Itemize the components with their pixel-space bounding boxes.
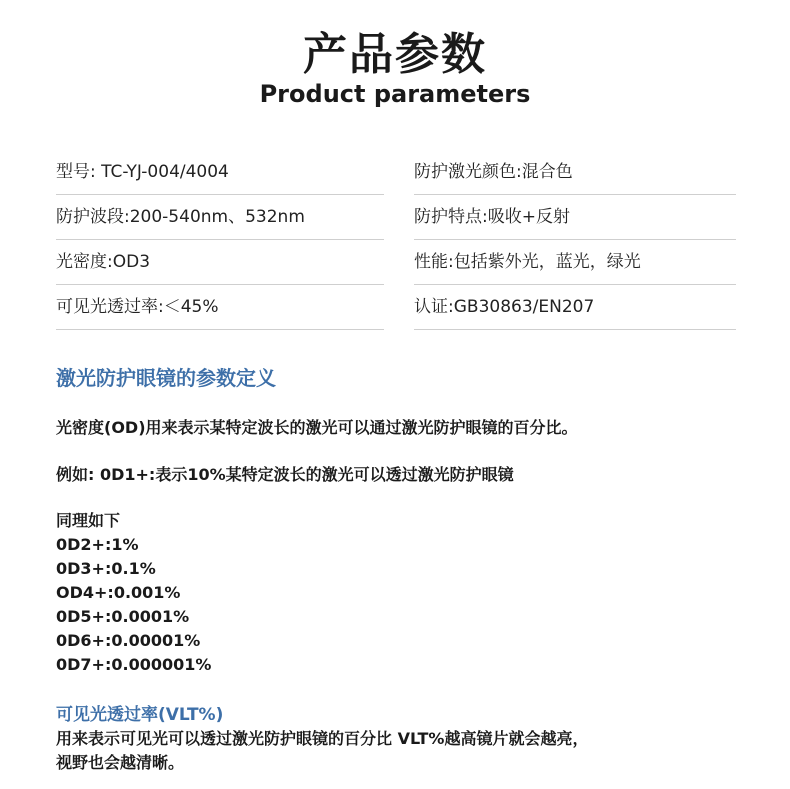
param-vlt: 可见光透过率:＜45% — [56, 285, 384, 330]
param-laser-color: 防护激光颜色:混合色 — [414, 150, 736, 195]
parameter-row — [56, 240, 736, 285]
od-definition-text: 光密度(OD)用来表示某特定波长的激光可以通过激光防护眼镜的百分比。 — [56, 418, 578, 437]
parameter-row — [56, 150, 736, 195]
od-list-item: 0D7+:0.000001% — [56, 655, 212, 674]
parameter-row — [56, 285, 736, 330]
vlt-text-line: 用来表示可见光可以透过激光防护眼镜的百分比 VLT%越高镜片就会越亮， — [56, 729, 589, 748]
vlt-text-line: 视野也会越清晰。 — [56, 753, 185, 772]
definition-title: 激光防护眼镜的参数定义 — [56, 366, 276, 390]
parameter-row — [56, 195, 736, 240]
param-feature: 防护特点:吸收+反射 — [414, 195, 736, 240]
param-wavelength: 防护波段:200-540nm、532nm — [56, 195, 384, 240]
parameters-table — [56, 150, 736, 330]
od-list-item: 0D2+:1% — [56, 535, 139, 554]
od-example-text: 例如: 0D1+:表示10%某特定波长的激光可以透过激光防护眼镜 — [56, 465, 514, 484]
od-list-item: 0D6+:0.00001% — [56, 631, 201, 650]
od-list-item: OD4+:0.001% — [56, 583, 181, 602]
od-list-item: 0D5+:0.0001% — [56, 607, 190, 626]
vlt-section — [56, 703, 756, 775]
od-list — [56, 509, 746, 677]
od-list-intro: 同理如下 — [56, 511, 121, 530]
page-subtitle: Product parameters — [259, 80, 531, 108]
od-list-item: 0D3+:0.1% — [56, 559, 156, 578]
param-optical-density: 光密度:OD3 — [56, 240, 384, 285]
param-model: 型号: TC-YJ-004/4004 — [56, 150, 384, 195]
definition-section — [56, 363, 746, 677]
page-title: 产品参数 — [303, 29, 487, 80]
vlt-title: 可见光透过率(VLT%) — [56, 705, 224, 725]
param-performance: 性能:包括紫外光，蓝光，绿光 — [414, 240, 736, 285]
param-certification: 认证:GB30863/EN207 — [414, 285, 736, 330]
